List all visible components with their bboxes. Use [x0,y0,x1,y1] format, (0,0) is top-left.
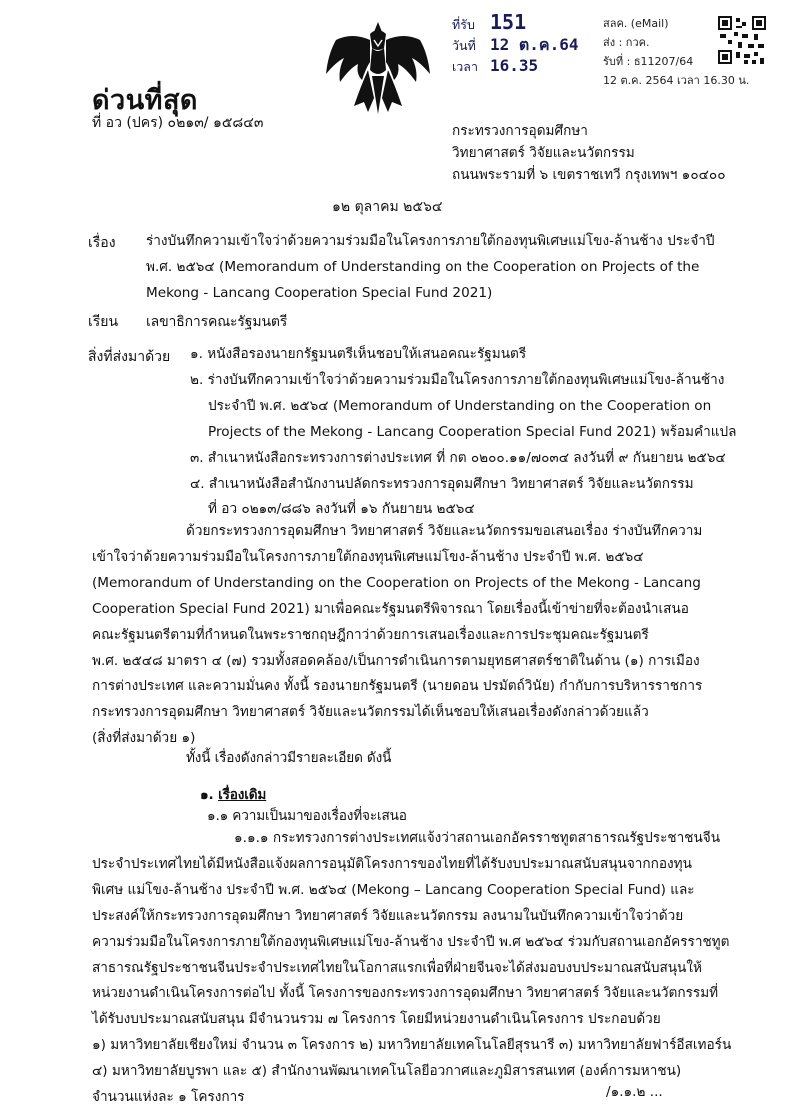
body-line: ด้วยกระทรวงการอุดมศึกษา วิทยาศาสตร์ วิจัยและนวัตกรรมขอเสนอเรื่อง ร่างบันทึกความ [186,523,703,539]
esaraban-line1: สลค. (eMail) [603,17,669,30]
document-date: ๑๒ ตุลาคม ๒๕๖๔ [332,199,443,215]
enclosure-item-cont: ที่ อว ๐๒๑๓/๘๘๖ ลงวันที่ ๑๖ กันยายน ๒๕๖๔ [208,501,475,518]
recipient-label: เรียน [88,314,119,330]
enclosure-item-cont: ประจำปี พ.ศ. ๒๕๖๔ (Memorandum of Understanding on the Cooperation on [208,397,712,414]
enclosures-list [190,342,736,523]
continuation-marker: /๑.๑.๒ ... [606,1084,663,1100]
body-line: กระทรวงการอุดมศึกษา วิทยาศาสตร์ วิจัยและนวัตกรรมได้เห็นชอบให้เสนอเรื่องดังกล่าวด้วยแล้ว [92,704,649,721]
body-line: คณะรัฐมนตรีตามที่กำหนดในพระราชกฤษฎีกาว่าด้วยการเสนอเรื่องและการประชุมคณะรัฐมนตรี [92,626,649,643]
body-line: เข้าใจว่าด้วยความร่วมมือในโครงการภายใต้กองทุนพิเศษแม่โขง-ล้านช้าง ประจำปี พ.ศ. ๒๕๖๔ [92,548,644,565]
background-line: ได้รับงบประมาณสนับสนุน มีจำนวนรวม ๗ โครงการ โดยมีหน่วยงานดำเนินโครงการ ประกอบด้วย [92,1011,661,1028]
background-line: ๑) มหาวิทยาลัยเชียงใหม่ จำนวน ๓ โครงการ ๒) มหาวิทยาลัยเทคโนโลยีสุรนารี ๓) มหาวิทยาลัยฟาร์อีสเทอร์น [92,1037,732,1054]
stamp-date-label: วันที่ [452,38,476,53]
document-number: ที่ อว (ปคร) ๐๒๑๓/ ๑๕๘๔๓ [92,115,264,131]
esaraban-line2: ส่ง : กวค. [603,36,650,49]
ministry-address [452,120,726,186]
sub-heading: ๑.๑ ความเป็นมาของเรื่องที่จะเสนอ [207,808,407,824]
enclosures-label: สิ่งที่ส่งมาด้วย [88,349,171,365]
enclosure-item: ๓. สำเนาหนังสือกระทรวงการต่างประเทศ ที่ กต ๐๒๐๐.๑๑/๗๐๓๔ ลงวันที่ ๙ กันยายน ๒๕๖๔ [190,449,726,466]
background-line: ประสงค์ให้กระทรวงการอุดมศึกษา วิทยาศาสตร์ วิจัยและนวัตกรรม ลงนามในบันทึกความเข้าใจว่าด้วย [92,907,684,924]
section-title: เรื่องเดิม [218,787,267,803]
qr-code [718,16,766,64]
enclosure-item: ๔. สำเนาหนังสือสำนักงานปลัดกระทรวงการอุดมศึกษา วิทยาศาสตร์ วิจัยและนวัตกรรม [190,475,694,492]
stamp-no-value: 151 [489,10,527,34]
body-paragraph [92,519,702,752]
ministry-line: กระทรวงการอุดมศึกษา [452,123,588,139]
garuda-emblem [322,18,434,118]
background-line: ความร่วมมือในโครงการภายใต้กองทุนพิเศษแม่โขง-ล้านช้าง ประจำปี พ.ศ ๒๕๖๔ ร่วมกับสถานเอกอัครราชทูต [92,933,730,950]
stamp-time-label: เวลา [452,59,478,74]
ministry-line: วิทยาศาสตร์ วิจัยและนวัตกรรม [452,145,635,161]
stamp-date-value: 12 ต.ค.64 [489,35,579,54]
background-line: ๑.๑.๑ กระทรวงการต่างประเทศแจ้งว่าสถานเอกอัครราชทูตสาธารณรัฐประชาชนจีน [234,830,721,846]
enclosure-item: ๑. หนังสือรองนายกรัฐมนตรีเห็นชอบให้เสนอคณะรัฐมนตรี [190,346,527,362]
background-line: สาธารณรัฐประชาชนจีนประจำประเทศไทยในโอกาสแรกเพื่อที่ฝ่ายจีนจะได้ส่งมอบงบประมาณสนับสนุนให้ [92,959,702,976]
body-line: Cooperation Special Fund 2021) มาเพื่อคณะรัฐมนตรีพิจารณา โดยเรื่องนี้เข้าข่ายที่จะต้องนำเสนอ [92,600,689,617]
section-number: ๑. [200,787,214,803]
enclosure-item-cont: Projects of the Mekong - Lancang Cooperation Special Fund 2021) พร้อมคำแปล [208,423,737,440]
section-heading [200,783,266,805]
background-line: จำนวนแห่งละ ๑ โครงการ [92,1089,245,1106]
body-line: (สิ่งที่ส่งมาด้วย ๑) [92,730,196,747]
subject-label: เรื่อง [88,235,116,251]
receive-stamp [452,12,579,77]
stamp-time-value: 16.35 [489,56,539,75]
stamp-no-label: ที่รับ [452,17,475,32]
ministry-line: ถนนพระรามที่ ๖ เขตราชเทวี กรุงเทพฯ ๑๐๔๐๐ [452,167,726,183]
subject-text [146,229,715,307]
background-line: ประจำประเทศไทยได้มีหนังสือแจ้งผลการอนุมัติโครงการของไทยที่ได้รับงบประมาณสนับสนุนจากกองทุน [92,855,692,872]
subject-line: พ.ศ. ๒๕๖๔ (Memorandum of Understanding on the Cooperation on Projects of the [146,258,700,275]
recipient-value: เลขาธิการคณะรัฐมนตรี [146,314,288,330]
enclosure-item: ๒. ร่างบันทึกความเข้าใจว่าด้วยความร่วมมือในโครงการภายใต้กองทุนพิเศษแม่โขง-ล้านช้าง [190,371,725,388]
subject-line: ร่างบันทึกความเข้าใจว่าด้วยความร่วมมือในโครงการภายใต้กองทุนพิเศษแม่โขง-ล้านช้าง ประจำปี [146,233,715,249]
background-paragraph [92,826,731,1111]
body-line: (Memorandum of Understanding on the Cooperation on Projects of the Mekong - Lancang [92,574,701,591]
body-line: พ.ศ. ๒๕๔๘ มาตรา ๔ (๗) รวมทั้งสอดคล้อง/เป็นการดำเนินการตามยุทธศาสตร์ชาติในด้าน (๑) การเมือง [92,652,700,669]
detail-intro: ทั้งนี้ เรื่องดังกล่าวมีรายละเอียด ดังนี้ [186,750,392,766]
urgency-label: ด่วนที่สุด [92,85,198,116]
background-line: พิเศษ แม่โขง-ล้านช้าง ประจำปี พ.ศ. ๒๕๖๔ (Mekong – Lancang Cooperation Special Fund) และ [92,881,695,898]
esaraban-line4: 12 ต.ค. 2564 เวลา 16.30 น. [603,74,750,87]
background-line: หน่วยงานดำเนินโครงการต่อไป ทั้งนี้ โครงการของกระทรวงการอุดมศึกษา วิทยาศาสตร์ วิจัยและนวัตกรรมที่ [92,985,719,1002]
body-line: การต่างประเทศ และความมั่นคง ทั้งนี้ รองนายกรัฐมนตรี (นายดอน ปรมัตถ์วินัย) กำกับการบริหารราชการ [92,678,703,695]
subject-line: Mekong - Lancang Cooperation Special Fund 2021) [146,284,493,301]
esaraban-line3: รับที่ : ธ11207/64 [603,55,694,68]
background-line: ๔) มหาวิทยาลัยบูรพา และ ๕) สำนักงานพัฒนาเทคโนโลยีอวกาศและภูมิสารสนเทศ (องค์การมหาชน) [92,1063,682,1080]
